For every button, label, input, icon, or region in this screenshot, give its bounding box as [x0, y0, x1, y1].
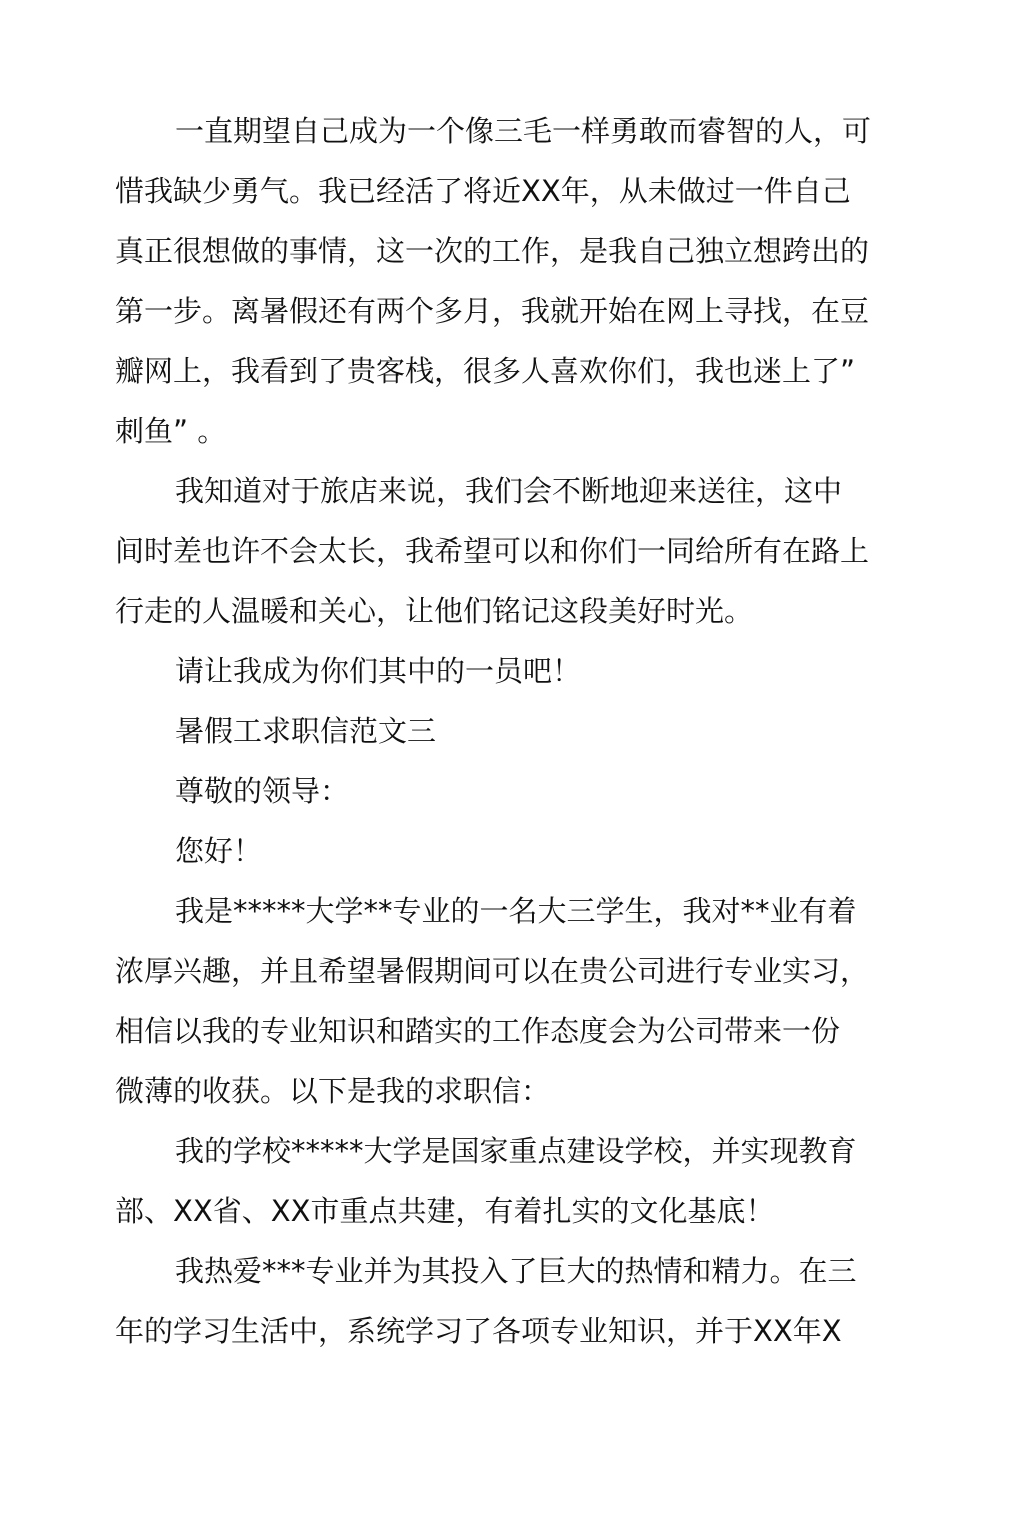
text-line: 我知道对于旅店来说，我们会不断地迎来送往，这中 — [175, 474, 843, 508]
text-line: 请让我成为你们其中的一员吧！ — [175, 654, 582, 688]
greeting: 您好！ — [175, 834, 263, 868]
text-line: 刺鱼” 。 — [115, 414, 227, 448]
text-line: 部、XX省、XX市重点共建，有着扎实的文化基底！ — [115, 1194, 775, 1228]
section-title: 暑假工求职信范文三 — [175, 714, 437, 748]
document-body — [115, 101, 905, 1361]
text-line: 行走的人温暖和关心，让他们铭记这段美好时光。 — [115, 594, 754, 628]
text-line: 年的学习生活中，系统学习了各项专业知识，并于XX年X — [115, 1314, 842, 1348]
text-line: 浓厚兴趣，并且希望暑假期间可以在贵公司进行专业实习， — [115, 954, 870, 988]
text-line: 真正很想做的事情，这一次的工作，是我自己独立想跨出的 — [115, 234, 870, 268]
text-line: 我热爱***专业并为其投入了巨大的热情和精力。在三 — [175, 1254, 857, 1288]
text-line: 相信以我的专业知识和踏实的工作态度会为公司带来一份 — [115, 1014, 841, 1048]
text-line: 第一步。离暑假还有两个多月，我就开始在网上寻找，在豆 — [115, 294, 870, 328]
text-line: 我是*****大学**专业的一名大三学生，我对**业有着 — [175, 894, 857, 928]
salutation: 尊敬的领导： — [175, 774, 350, 808]
text-line: 瓣网上，我看到了贵客栈，很多人喜欢你们，我也迷上了” — [115, 354, 856, 388]
text-line: 间时差也许不会太长，我希望可以和你们一同给所有在路上 — [115, 534, 870, 568]
text-line: 一直期望自己成为一个像三毛一样勇敢而睿智的人，可 — [175, 114, 872, 148]
text-line: 我的学校*****大学是国家重点建设学校，并实现教育 — [175, 1134, 857, 1168]
text-line: 惜我缺少勇气。我已经活了将近XX年，从未做过一件自己 — [115, 174, 851, 208]
text-line: 微薄的收获。以下是我的求职信： — [115, 1074, 551, 1108]
